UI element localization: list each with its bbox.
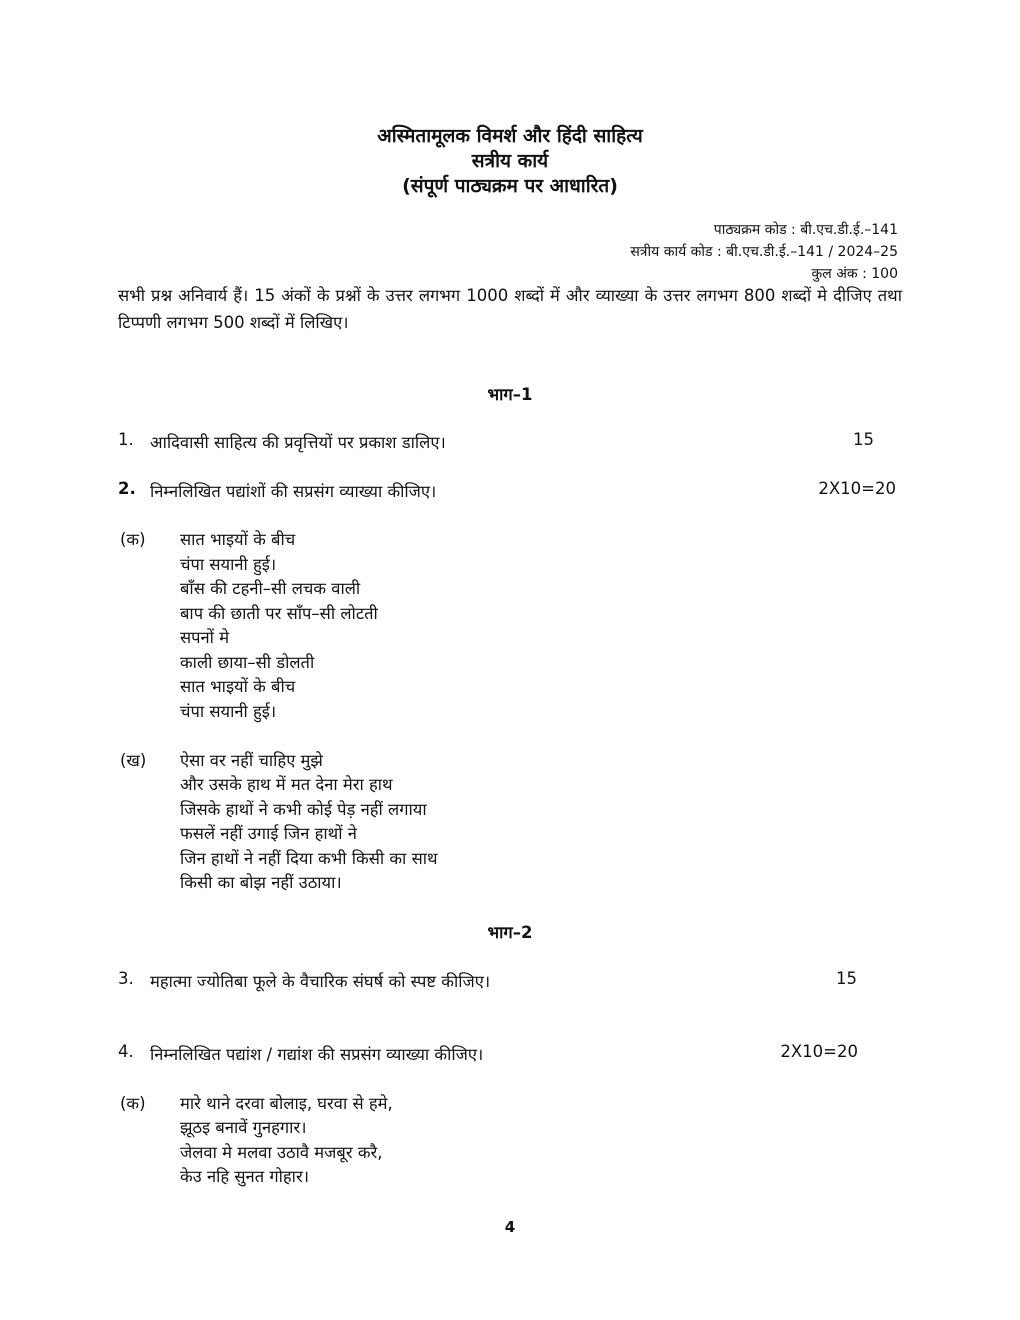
poem-line: बाप की छाती पर साँप–सी लोटती bbox=[180, 604, 378, 623]
total-marks: कुल अंक : 100 bbox=[811, 266, 898, 282]
poem-line: जिन हाथों ने नहीं दिया कभी किसी का साथ bbox=[180, 849, 438, 868]
course-code: पाठ्यक्रम कोड : बी.एच.डी.ई.–141 bbox=[713, 222, 898, 238]
q2-number: 2. bbox=[118, 479, 136, 498]
document-title: अस्मितामूलक विमर्श और हिंदी साहित्य bbox=[377, 125, 643, 147]
poem-line: केउ नहि सुनत गोहार। bbox=[180, 1167, 309, 1186]
poem-line: जिसके हाथों ने कभी कोई पेड़ नहीं लगाया bbox=[180, 800, 427, 819]
q2-marks: 2X10=20 bbox=[818, 479, 896, 498]
part1-heading: भाग–1 bbox=[487, 385, 533, 404]
poem-line: सात भाइयों के बीच bbox=[180, 530, 296, 549]
poem-line: ऐसा वर नहीं चाहिए मुझे bbox=[180, 751, 323, 770]
assignment-code: सत्रीय कार्य कोड : बी.एच.डी.ई.–141 / 2024–25 bbox=[630, 244, 898, 260]
part1-passage-a-label: (क) bbox=[120, 530, 146, 549]
document-basis: (संपूर्ण पाठ्यक्रम पर आधारित) bbox=[402, 175, 618, 197]
poem-line: झूठइ बनावें गुनहगार। bbox=[180, 1118, 307, 1137]
page-number: 4 bbox=[504, 1218, 516, 1236]
poem-line: जेलवा मे मलवा उठावै मजबूर करै, bbox=[180, 1143, 383, 1162]
poem-line: सात भाइयों के बीच bbox=[180, 677, 296, 696]
part2-heading: भाग–2 bbox=[487, 923, 533, 942]
poem-line: काली छाया–सी डोलती bbox=[180, 653, 315, 672]
q4-number: 4. bbox=[118, 1042, 134, 1061]
poem-line: फसलें नहीं उगाई जिन हाथों ने bbox=[180, 824, 357, 843]
poem-line: मारे थाने दरवा बोलाइ, घरवा से हमे, bbox=[180, 1094, 393, 1113]
instructions: सभी प्रश्न अनिवार्य हैं। 15 अंकों के प्रश्नों के उत्तर लगभग 1000 शब्दों में और व्याख्या के उत्तर लगभग 800 शब्दों मे दीजिए तथा टिप्पणी लगभग 500 शब्दों में लिखिए। bbox=[118, 286, 902, 332]
part1-passage-b-label: (ख) bbox=[120, 751, 147, 770]
q3-marks: 15 bbox=[836, 969, 857, 988]
q3-text: महात्मा ज्योतिबा फूले के वैचारिक संघर्ष को स्पष्ट कीजिए। bbox=[150, 972, 491, 991]
poem-line: सपनों मे bbox=[180, 628, 230, 647]
q3-number: 3. bbox=[118, 969, 134, 988]
poem-line: और उसके हाथ में मत देना मेरा हाथ bbox=[180, 775, 393, 794]
poem-line: किसी का बोझ नहीं उठाया। bbox=[180, 873, 342, 892]
q1-marks: 15 bbox=[853, 430, 874, 449]
part2-passage-a-label: (क) bbox=[120, 1094, 146, 1113]
poem-line: चंपा सयानी हुई। bbox=[180, 702, 277, 721]
poem-line: चंपा सयानी हुई। bbox=[180, 555, 277, 574]
document-subtitle: सत्रीय कार्य bbox=[471, 150, 549, 172]
q4-marks: 2X10=20 bbox=[780, 1042, 858, 1061]
q2-text: निम्नलिखित पद्यांशों की सप्रसंग व्याख्या कीजिए। bbox=[150, 482, 437, 501]
q1-number: 1. bbox=[118, 430, 134, 449]
q1-text: आदिवासी साहित्य की प्रवृत्तियों पर प्रकाश डालिए। bbox=[150, 433, 446, 452]
q4-text: निम्नलिखित पद्यांश / गद्यांश की सप्रसंग व्याख्या कीजिए। bbox=[150, 1045, 484, 1064]
poem-line: बाँस की टहनी–सी लचक वाली bbox=[180, 579, 361, 598]
